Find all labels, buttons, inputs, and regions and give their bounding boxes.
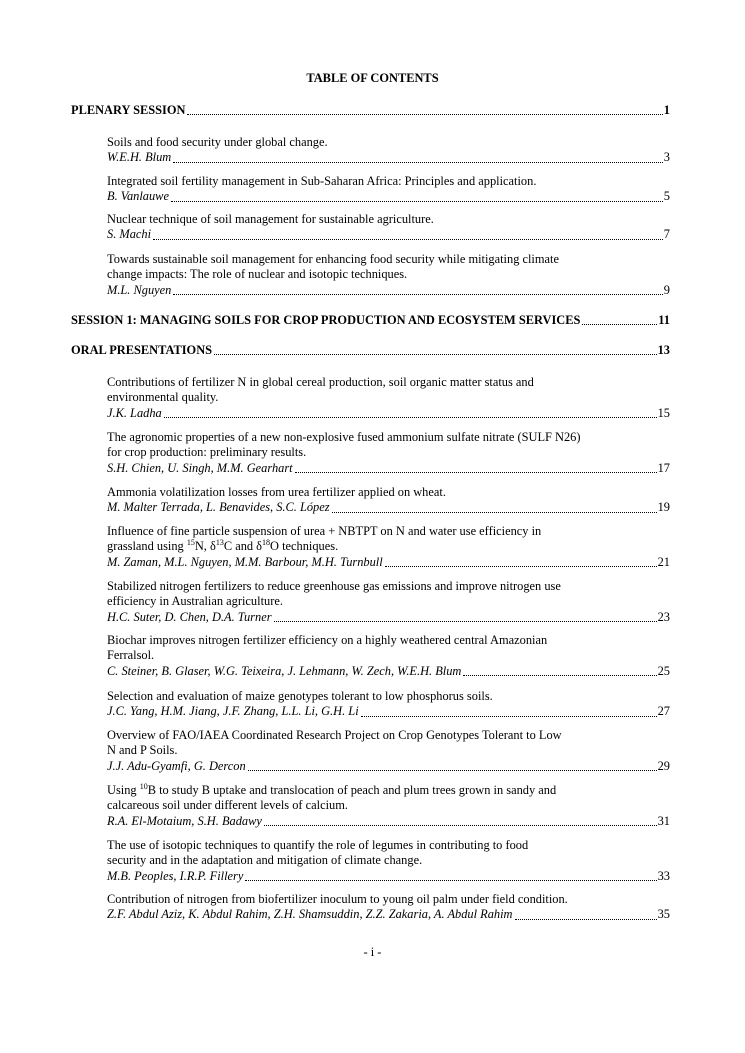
plenary-session-heading [71,103,670,118]
entry-authors: M.B. Peoples, I.R.P. Fillery [107,868,244,883]
entry-authors: J.J. Adu-Gyamfi, G. Dercon [107,758,246,773]
dot-leader [245,879,656,881]
title-text: grassland using [107,539,187,554]
dot-leader [153,238,663,240]
dot-leader [385,565,657,567]
superscript: 13 [215,538,224,548]
toc-entry [107,212,670,243]
entry-title: Integrated soil fertility management in Sub-Saharan Africa: Principles and application. [107,174,537,188]
entry-authors: S.H. Chien, U. Singh, M.M. Gearhart [107,460,293,475]
oral-presentations-heading [71,343,670,358]
entry-title: Contributions of fertilizer N in global cereal production, soil organic matter status and [107,375,534,389]
entry-authors: H.C. Suter, D. Chen, D.A. Turner [107,609,272,624]
toc-entry [107,430,670,476]
entry-title: Nuclear technique of soil management for sustainable agriculture. [107,212,434,226]
entry-title: Stabilized nitrogen fertilizers to reduce greenhouse gas emissions and improve nitrogen use [107,579,561,593]
dot-leader [274,620,657,622]
toc-entry [107,838,670,884]
page-number: 29 [657,758,670,773]
dot-leader [264,824,657,826]
entry-authors: W.E.H. Blum [107,150,172,165]
title-text: N, δ [194,539,216,554]
dot-leader [214,353,657,355]
dot-leader [164,416,657,418]
entry-authors: Z.F. Abdul Aziz, K. Abdul Rahim, Z.H. Shamsuddin, Z.Z. Zakaria, A. Abdul Rahim [107,907,513,922]
dot-leader [187,113,662,115]
section-title: SESSION 1: MANAGING SOILS FOR CROP PRODUCTION AND ECOSYSTEM SERVICES [71,313,581,327]
entry-authors: B. Vanlauwe [107,189,169,204]
toc-entry [107,783,670,829]
dot-leader [248,769,657,771]
entry-title: The agronomic properties of a new non-explosive fused ammonium sulfate nitrate (SULF N26) [107,430,581,444]
entry-authors: J.K. Ladha [107,405,162,420]
entry-title: Selection and evaluation of maize genotypes tolerant to low phosphorus soils. [107,689,493,703]
dot-leader [173,293,662,295]
page-number: 9 [663,282,670,297]
session-1-heading [71,313,670,328]
page-title: TABLE OF CONTENTS [306,71,439,85]
page-number: 25 [657,663,670,678]
entry-title: Towards sustainable soil management for enhancing food security while mitigating climate [107,252,559,266]
page-number: 7 [663,227,670,242]
entry-authors: S. Machi [107,227,152,242]
page-number: 17 [657,460,670,475]
entry-title: The use of isotopic techniques to quantify the role of legumes in contributing to food [107,838,529,852]
toc-entry [107,728,670,774]
title-text: B to study B uptake and translocation of peach and plum trees grown in sandy and [147,783,557,797]
dot-leader [582,323,657,325]
page-number: 1 [663,103,670,117]
entry-title: for crop production: preliminary results. [107,445,307,460]
entry-authors: C. Steiner, B. Glaser, W.G. Teixeira, J. Lehmann, W. Zech, W.E.H. Blum [107,663,462,678]
entry-title: Overview of FAO/IAEA Coordinated Research Project on Crop Genotypes Tolerant to Low [107,728,562,742]
title-text: O techniques. [270,539,339,554]
section-title: PLENARY SESSION [71,103,186,117]
page-number: 11 [658,313,670,327]
superscript: 15 [186,538,195,548]
toc-entry [107,135,670,166]
page-number: 21 [657,554,670,569]
page-number: 35 [657,907,670,922]
toc-entry [107,689,670,720]
entry-title: Ferralsol. [107,648,155,663]
dot-leader [171,200,663,202]
entry-title: Ammonia volatilization losses from urea fertilizer applied on wheat. [107,485,446,499]
toc-entry [107,633,670,679]
toc-entry [107,485,670,516]
page-number: 3 [663,150,670,165]
dot-leader [463,674,656,676]
entry-title: change impacts: The role of nuclear and isotopic techniques. [107,267,408,282]
entry-title: N and P Soils. [107,743,178,758]
page-footer-number: - i - [363,945,382,959]
dot-leader [361,715,657,717]
toc-entry [107,892,670,923]
dot-leader [295,471,657,473]
title-text: C and δ [223,539,263,554]
entry-title [107,539,670,554]
toc-entry [107,579,670,625]
entry-title: Contribution of nitrogen from biofertilizer inoculum to young oil palm under field condition. [107,892,568,906]
page-number: 31 [657,813,670,828]
page-number: 33 [657,868,670,883]
page-number: 15 [657,405,670,420]
page-number: 27 [657,704,670,719]
page-number: 19 [657,500,670,515]
page-number: 23 [657,609,670,624]
dot-leader [173,161,663,163]
section-title: ORAL PRESENTATIONS [71,343,213,357]
entry-authors: M. Zaman, M.L. Nguyen, M.M. Barbour, M.H. Turnbull [107,554,383,569]
entry-title: efficiency in Australian agriculture. [107,594,283,609]
page-number: 5 [663,189,670,204]
entry-title: Soils and food security under global change. [107,135,328,149]
superscript: 18 [262,538,271,548]
title-text: Using [107,783,140,797]
dot-leader [332,511,657,513]
toc-entry [107,375,670,421]
entry-authors: R.A. El-Motaium, S.H. Badawy [107,813,262,828]
toc-entry [107,174,670,205]
entry-title: calcareous soil under different levels of calcium. [107,798,348,813]
entry-title: environmental quality. [107,390,219,405]
dot-leader [515,918,657,920]
toc-entry [107,524,670,570]
toc-entry [107,252,670,298]
entry-authors: J.C. Yang, H.M. Jiang, J.F. Zhang, L.L. Li, G.H. Li [107,704,359,719]
superscript: 10 [139,781,148,791]
entry-authors: M.L. Nguyen [107,282,172,297]
page-number: 13 [657,343,670,357]
entry-title: Influence of fine particle suspension of urea + NBTPT on N and water use efficiency in [107,524,542,538]
entry-title: Biochar improves nitrogen fertilizer efficiency on a highly weathered central Amazonian [107,633,548,647]
entry-title [107,783,670,798]
entry-authors: M. Malter Terrada, L. Benavides, S.C. López [107,500,330,515]
entry-title: security and in the adaptation and mitigation of climate change. [107,853,423,868]
